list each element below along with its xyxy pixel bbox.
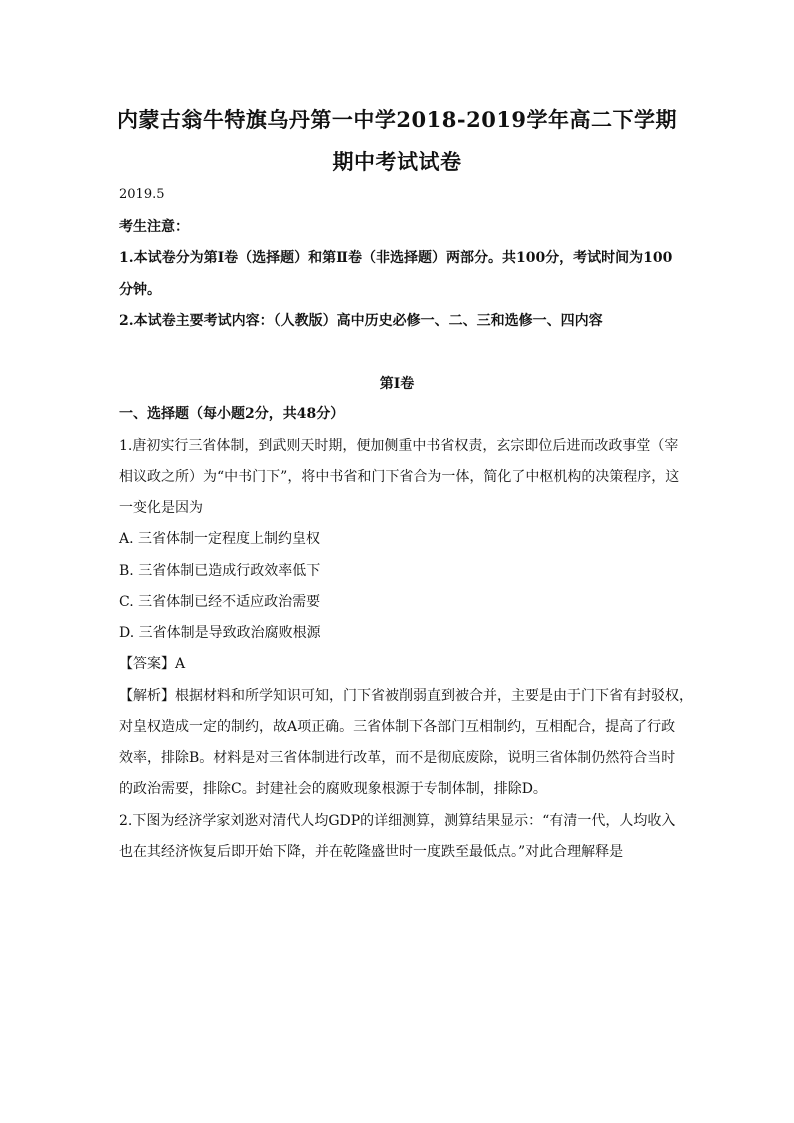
question-1-option-b: B. 三省体制已造成行政效率低下 — [119, 563, 321, 579]
document-title: 内蒙古翁牛特旗乌丹第一中学2018-2019学年高二下学期 — [116, 107, 678, 132]
question-2-stem-line-2: 也在其经济恢复后即开始下降，并在乾隆盛世时一度跌至最低点。”对此合理解释是 — [119, 844, 624, 860]
question-1-analysis-line-2: 对皇权造成一定的制约，故A项正确。三省体制下各部门互相制约，互相配合，提高了行政 — [119, 719, 676, 735]
notice-item-2: 2.本试卷主要考试内容：（人教版）高中历史必修一、二、三和选修一、四内容 — [119, 313, 603, 329]
question-1-stem-line-3: 一变化是因为 — [119, 500, 203, 516]
question-1-answer: 【答案】A — [119, 656, 186, 672]
question-1-option-d: D. 三省体制是导致政治腐败根源 — [119, 625, 321, 641]
question-2-stem-line-1: 2.下图为经济学家刘逖对清代人均GDP的详细测算，测算结果显示：“有清一代，人均收入 — [119, 813, 676, 829]
question-1-option-a: A. 三省体制一定程度上制约皇权 — [119, 531, 321, 547]
notice-item-1-cont: 分钟。 — [119, 282, 161, 298]
question-1-analysis-line-4: 的政治需要，排除C。封建社会的腐败现象根源于专制体制，排除D。 — [119, 781, 547, 797]
question-1-analysis-line-1: 【解析】根据材料和所学知识可知，门下省被削弱直到被合并，主要是由于门下省有封驳权， — [119, 688, 693, 704]
notice-item-1: 1.本试卷分为第Ⅰ卷（选择题）和第Ⅱ卷（非选择题）两部分。共100分，考试时间为100 — [119, 250, 673, 266]
part-heading: 一、选择题（每小题2分，共48分） — [119, 406, 345, 422]
question-1-stem-line-1: 1.唐初实行三省体制，到武则天时期，便加侧重中书省权责，玄宗即位后进而改政事堂（宰 — [119, 438, 679, 454]
document-subtitle: 期中考试试卷 — [332, 149, 462, 174]
question-1-analysis-line-3: 效率，排除B。材料是对三省体制进行改革，而不是彻底废除，说明三省体制仍然符合当时 — [119, 750, 676, 766]
exam-date: 2019.5 — [119, 187, 165, 202]
question-1-stem-line-2: 相议政之所）为“中书门下”，将中书省和门下省合为一体，简化了中枢机构的决策程序，这 — [119, 469, 680, 485]
question-1-option-c: C. 三省体制已经不适应政治需要 — [119, 594, 321, 610]
notice-heading: 考生注意： — [119, 219, 189, 235]
volume-heading: 第Ⅰ卷 — [379, 376, 415, 392]
